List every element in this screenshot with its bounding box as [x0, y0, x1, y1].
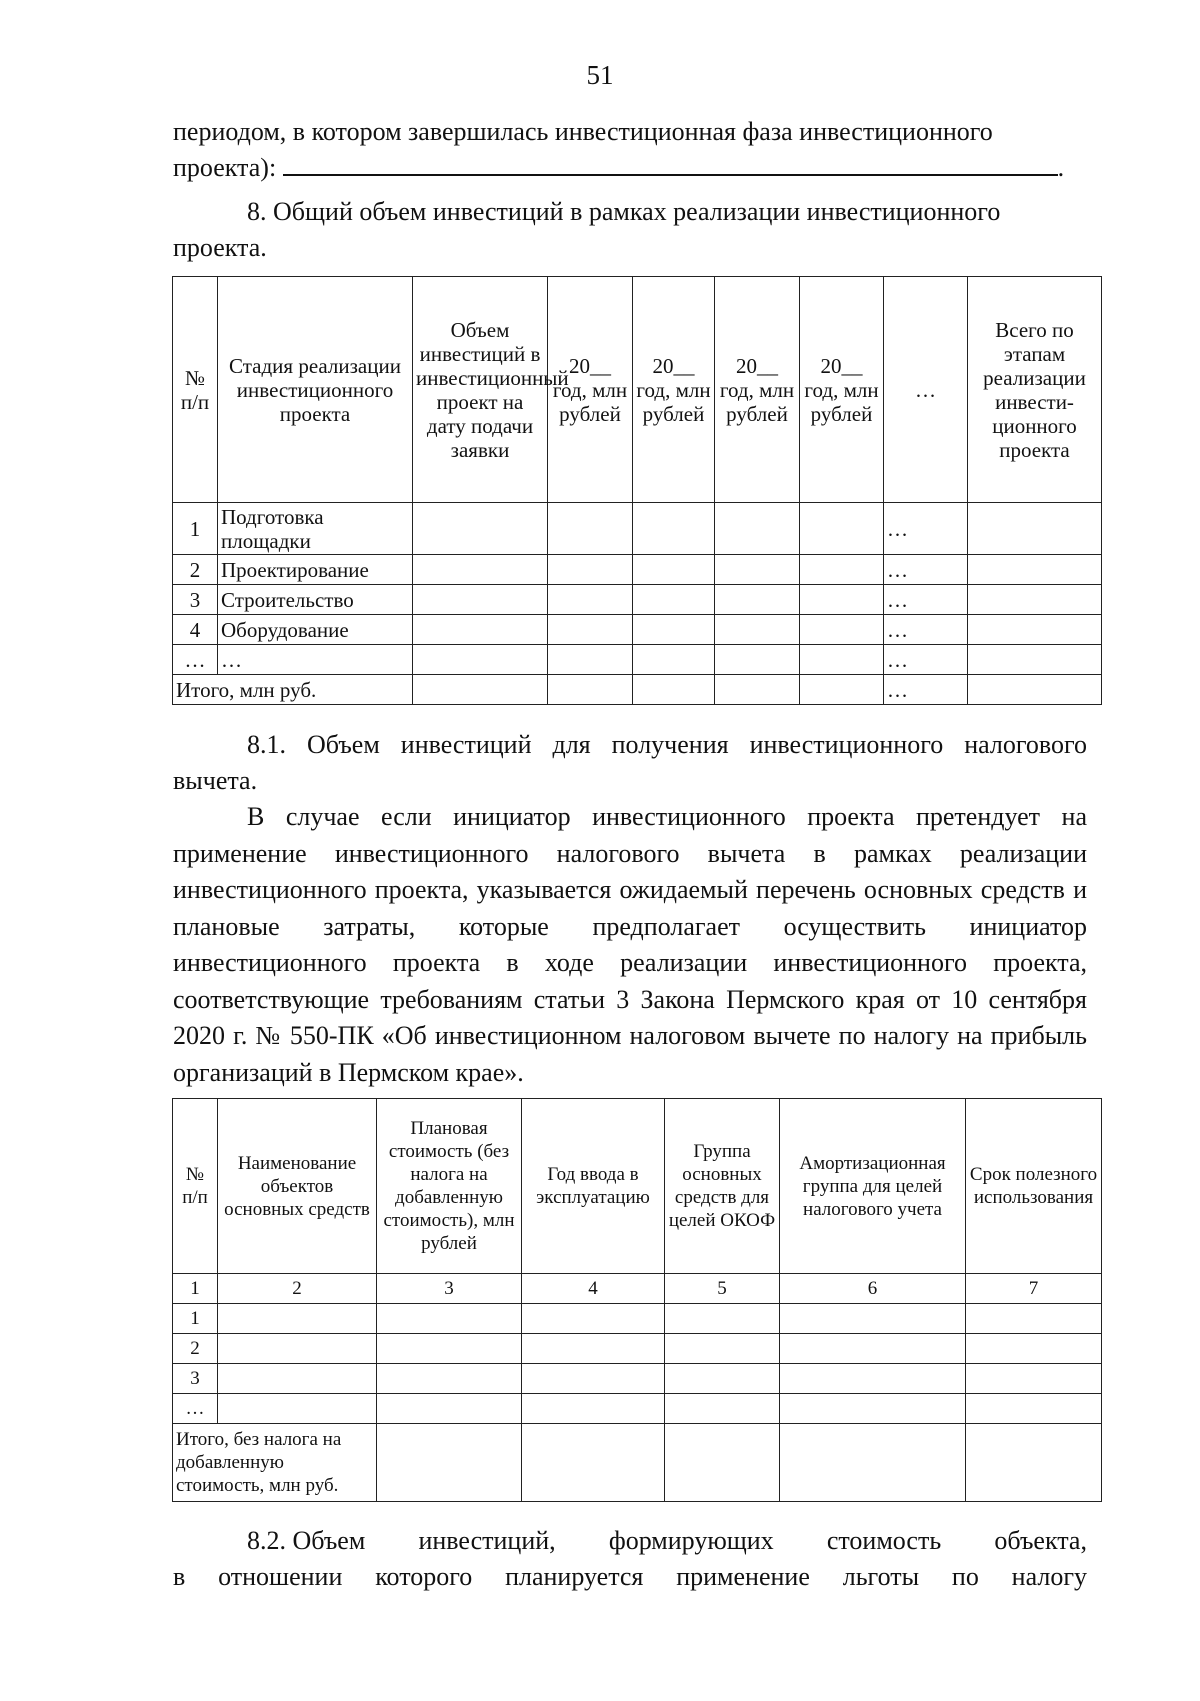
section-8-1-body: [173, 799, 1087, 1091]
row-stage: Строительство: [218, 585, 413, 615]
table1-header-stage: Стадия реализации инвестиционного проекта: [218, 277, 413, 503]
table2-header-term: Срок полезного использования: [966, 1099, 1102, 1274]
section-8-2-line-2: [173, 1559, 1087, 1595]
table1-header-total: Всего по этапам реализации инвести-ционного проекта: [968, 277, 1102, 503]
row-dots: …: [884, 585, 968, 615]
table1-header-row: [173, 277, 1102, 503]
table1-header-volume: Объем инвестиций в инвестиционный проект на дату подачи заявки: [413, 277, 548, 503]
row-dots: …: [884, 645, 968, 675]
intro-prefix: проекта):: [173, 153, 277, 182]
col-number: 4: [522, 1274, 665, 1304]
col-number: 7: [966, 1274, 1102, 1304]
table1-header-ellipsis: …: [884, 277, 968, 503]
col-number: 3: [377, 1274, 522, 1304]
row-dots: …: [884, 555, 968, 585]
row-stage: …: [218, 645, 413, 675]
section-8-1-text: 8.1. Объем инвестиций для получения инвестиционного налогового вычета.: [173, 730, 1087, 795]
table-row: [173, 1394, 1102, 1424]
word: планируется: [505, 1562, 644, 1591]
section-8-1-body-text: В случае если инициатор инвестиционного проекта претендует на применение инвестиционного налогового вычета в рамках реализации инвестиционного проекта, указывается ожидаемый перечень основных средств и плановые затраты, которые предполагает осуществить инициатор инвестиционного проекта в ходе реализации инвестиционного проекта, соответствующие требованиям статьи 3 Закона Пермского края от 10 сентября 2020 г. № 550-ПК «Об инвестиционном налоговом вычете по налогу на прибыль организаций в Пермском крае».: [173, 802, 1087, 1087]
section-8-2-line-1: [173, 1523, 1087, 1559]
intro-line-2: [173, 150, 1087, 186]
word: формирующих: [608, 1526, 774, 1555]
row-num: 1: [173, 1304, 218, 1334]
word: налогу: [1011, 1562, 1087, 1591]
row-dots: …: [884, 615, 968, 645]
table-row: [173, 1364, 1102, 1394]
section-8-heading: [173, 194, 1087, 266]
investment-stages-table: [172, 276, 1102, 705]
row-stage: Подготовка площадки: [218, 503, 413, 555]
section-8-1-heading: [173, 727, 1087, 799]
row-num: 2: [173, 1334, 218, 1364]
word: стоимость: [826, 1526, 942, 1555]
table2-header-name: Наименование объектов основных средств: [218, 1099, 377, 1274]
row-stage: Проектирование: [218, 555, 413, 585]
row-num: 4: [173, 615, 218, 645]
word: инвестиций,: [418, 1526, 556, 1555]
word: которого: [375, 1562, 473, 1591]
word: применение: [676, 1562, 810, 1591]
table2-header-cost: Плановая стоимость (без налога на добавленную стоимость), млн рублей: [377, 1099, 522, 1274]
word: в: [173, 1562, 186, 1591]
table2-header-year: Год ввода в эксплуатацию: [522, 1099, 665, 1274]
table2-column-numbers-row: [173, 1274, 1102, 1304]
intro-paragraph: [173, 114, 1087, 186]
table1-header-year3: 20__ год, млн рублей: [715, 277, 800, 503]
row-num: 1: [173, 503, 218, 555]
section-8-2-paragraph: [173, 1523, 1087, 1595]
word: объекта,: [994, 1526, 1087, 1555]
table2-total-row: [173, 1424, 1102, 1502]
word: по: [951, 1562, 979, 1591]
row-num: 3: [173, 1364, 218, 1394]
table-row: [173, 645, 1102, 675]
fixed-assets-table: [172, 1098, 1102, 1502]
table-row: [173, 503, 1102, 555]
table2-header-num: № п/п: [173, 1099, 218, 1274]
intro-suffix: .: [1057, 153, 1065, 182]
col-number: 1: [173, 1274, 218, 1304]
section-8-line-2: проекта.: [173, 233, 267, 262]
col-number: 6: [780, 1274, 966, 1304]
word: отношении: [218, 1562, 343, 1591]
total-label: Итого, млн руб.: [173, 675, 413, 705]
table-row: [173, 615, 1102, 645]
row-num: 3: [173, 585, 218, 615]
row-num: …: [173, 645, 218, 675]
table2-header-amort: Амортизационная группа для целей налогового учета: [780, 1099, 966, 1274]
table1-total-row: [173, 675, 1102, 705]
table-row: [173, 555, 1102, 585]
table2-header-group: Группа основных средств для целей ОКОФ: [665, 1099, 780, 1274]
word: льготы: [842, 1562, 920, 1591]
intro-text: периодом, в котором завершилась инвестиционная фаза инвестиционного: [173, 117, 993, 146]
blank-line: [283, 150, 1058, 176]
col-number: 5: [665, 1274, 780, 1304]
table-row: [173, 1304, 1102, 1334]
table1-header-year1: 20__ год, млн рублей: [548, 277, 633, 503]
col-number: 2: [218, 1274, 377, 1304]
section-8-line-1: 8. Общий объем инвестиций в рамках реализации инвестиционного: [247, 197, 1001, 226]
intro-line-1: [173, 114, 1087, 150]
table2-header-row: [173, 1099, 1102, 1274]
table-row: [173, 585, 1102, 615]
table-row: [173, 1334, 1102, 1364]
total-dots: …: [884, 675, 968, 705]
row-num: …: [173, 1394, 218, 1424]
table1-header-year2: 20__ год, млн рублей: [633, 277, 715, 503]
row-dots: …: [884, 503, 968, 555]
word: 8.2. Объем: [247, 1526, 366, 1555]
table1-header-year4: 20__ год, млн рублей: [800, 277, 884, 503]
table1-header-num: № п/п: [173, 277, 218, 503]
total-label: Итого, без налога на добавленную стоимость, млн руб.: [173, 1424, 377, 1502]
page-number: 51: [586, 60, 614, 90]
row-num: 2: [173, 555, 218, 585]
row-stage: Оборудование: [218, 615, 413, 645]
